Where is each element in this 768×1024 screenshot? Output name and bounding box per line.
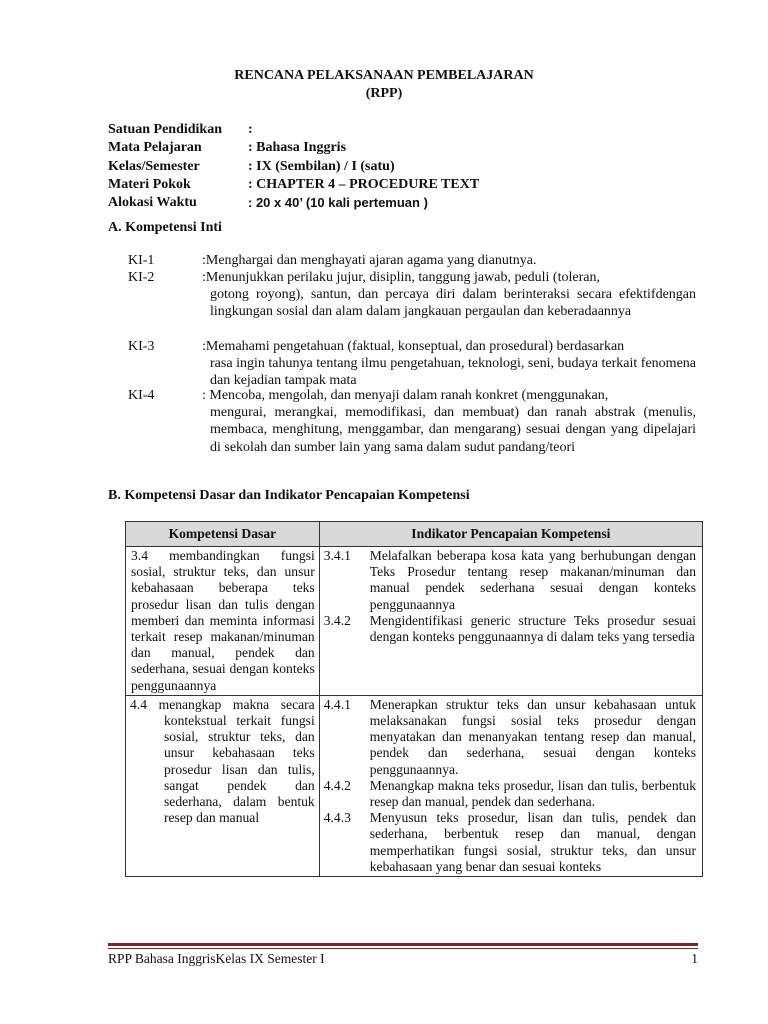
indicator-item (324, 613, 696, 645)
indicator-text: Menyusun teks prosedur, lisan dan tulis, pendek dan sederhana, berbentuk resep dan manual, dengan memperhatikan fungsi sosial, struktur teks, dan unsur kebahasaan yang benar dan sesuai konteks (369, 810, 696, 874)
meta-value: : IX (Sembilan) / I (satu) (248, 158, 395, 174)
document-title: RENCANA PELAKSANAAN PEMBELAJARAN (234, 68, 534, 83)
meta-value: : 20 x 40’ (10 kali pertemuan ) (248, 195, 428, 211)
indicator-item (324, 810, 696, 875)
indicator-number: 3.4.2 (323, 612, 351, 628)
ki-id: KI-1 (128, 253, 155, 268)
meta-label: Kelas/Semester (108, 158, 200, 174)
indicator-number: 4.4.2 (323, 777, 351, 793)
indicator-text: Menangkap makna teks prosedur, lisan dan tulis, berbentuk resep dan manual, pendek dan sederhana. (369, 777, 696, 810)
ki-text: : Mencoba, mengolah, dan menyaji dalam ranah konkret (menggunakan, (202, 388, 609, 403)
ki-id: KI-3 (128, 339, 155, 354)
footer-divider (108, 943, 698, 946)
section-a-heading: A. Kompetensi Inti (108, 220, 222, 235)
meta-row (108, 139, 479, 157)
page-number: 1 (691, 951, 698, 966)
meta-value: : CHAPTER 4 – PROCEDURE TEXT (248, 176, 480, 192)
meta-value: : (248, 122, 253, 137)
indicator-item (324, 697, 696, 778)
kd-text: 4.4 menangkap makna secara kontekstual terkait fungsi sosial, struktur teks, dan unsur kebahasaan teks prosedur lisan dan tulis, sangat pendek dan sederhana, dalam bentuk resep dan manual (130, 696, 315, 826)
ki-text-continued: gotong royong), santun, dan percaya diri dalam berinteraksi secara efektifdengan lingkungan sosial dan alam dalam jangkauan pergaulan dan keberadaannya (210, 287, 696, 320)
ki-id: KI-2 (128, 270, 155, 285)
ki-text: :Memahami pengetahuan (faktual, konseptual, dan prosedural) berdasarkan (202, 339, 625, 354)
meta-label: Materi Pokok (108, 176, 191, 192)
footer-divider-thin (108, 948, 698, 949)
meta-label: Satuan Pendidikan (108, 122, 222, 137)
table-row (126, 695, 703, 876)
ki-id: KI-4 (128, 388, 155, 403)
meta-value: : Bahasa Inggris (248, 140, 347, 156)
meta-row (108, 158, 479, 176)
table-header-row (126, 522, 703, 547)
indicator-cell (319, 547, 702, 696)
meta-row (108, 121, 479, 139)
indicator-text: Mengidentifikasi generic structure Teks prosedur sesuai dengan konteks penggunaannya di dalam teks yang tersedia (369, 612, 696, 645)
indicator-number: 4.4.3 (323, 810, 351, 826)
section-b-heading: B. Kompetensi Dasar dan Indikator Pencapaian Kompetensi (108, 488, 470, 503)
footer-text: RPP Bahasa InggrisKelas IX Semester I (108, 951, 325, 966)
identity-block (108, 121, 479, 212)
table-row (126, 547, 703, 696)
ki-text-continued: mengurai, merangkai, memodifikasi, dan membuat) dan ranah abstrak (menulis, membaca, menghitung, menggambar, dan mengarang) sesuai dengan yang dipelajari di sekolah dan sumber lain yang sama dalam sudut pandang/teori (210, 405, 696, 455)
meta-row (108, 176, 479, 194)
indicator-item (324, 778, 696, 810)
indicator-number: 4.4.1 (323, 696, 351, 712)
kd-cell (126, 547, 320, 696)
indicator-cell (319, 695, 702, 876)
kd-text: 3.4 membandingkan fungsi sosial, struktur teks, dan unsur kebahasaan beberapa teks prosedur lisan dan tulis dengan memberi dan meminta informasi terkait resep makanan/minuman dan manual, pendek dan sederhana, sesuai dengan konteks penggunaannya (131, 548, 315, 693)
meta-label: Alokasi Waktu (108, 195, 197, 211)
ki-text: :Menunjukkan perilaku jujur, disiplin, tanggung jawab, peduli (toleran, (202, 270, 600, 285)
ki-text: :Menghargai dan menghayati ajaran agama yang dianutnya. (202, 253, 537, 268)
page-footer (108, 951, 698, 967)
indicator-item (324, 548, 696, 613)
indicator-text: Menerapkan struktur teks dan unsur kebahasaan untuk melaksanakan fungsi sosial teks prosedur dengan menyatakan dan menanyakan tentang resep dan manual, pendek dan sederhana, sesuai dengan konteks penggunaannya. (369, 696, 696, 777)
ki-text-continued: rasa ingin tahunya tentang ilmu pengetahuan, teknologi, seni, budaya terkait fenomena dan kejadian tampak mata (210, 356, 696, 389)
document-subtitle: (RPP) (365, 86, 403, 101)
table-header-kd: Kompetensi Dasar (126, 522, 320, 547)
meta-row (108, 194, 479, 212)
indicator-number: 3.4.1 (323, 548, 351, 563)
kd-cell (126, 695, 320, 876)
meta-label: Mata Pelajaran (108, 140, 202, 156)
competency-table (125, 521, 703, 877)
indicator-text: Melafalkan beberapa kosa kata yang berhubungan dengan Teks Prosedur tentang resep makanan/minuman dan manual pendek sederhana sesuai dengan konteks penggunaannya (369, 548, 696, 612)
table-header-indicator: Indikator Pencapaian Kompetensi (319, 522, 702, 547)
